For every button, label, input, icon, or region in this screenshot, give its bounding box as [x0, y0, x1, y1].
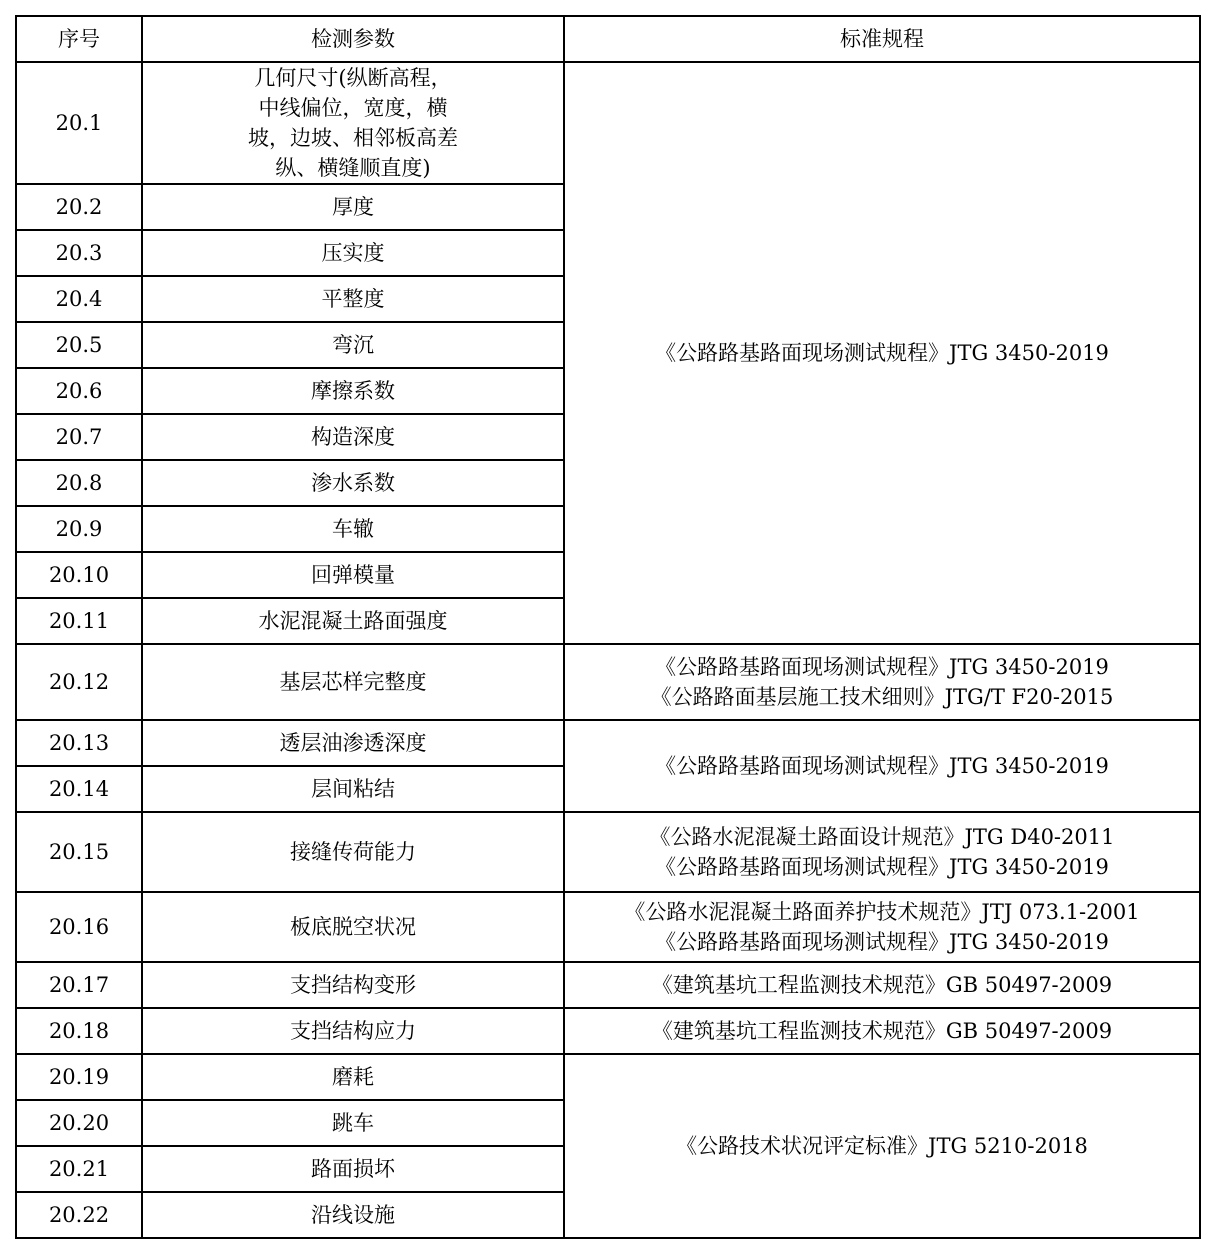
- test-parameter: 渗水系数: [142, 460, 564, 506]
- serial-no: 20.19: [16, 1054, 142, 1100]
- test-parameter: 磨耗: [142, 1054, 564, 1100]
- standard-line: 《公路路基路面现场测试规程》JTG 3450-2019: [655, 655, 1109, 679]
- table-row: [16, 62, 1200, 184]
- serial-no: 20.14: [16, 766, 142, 812]
- header-serial-no: 序号: [16, 16, 142, 62]
- test-parameter: 平整度: [142, 276, 564, 322]
- standard-line: 《公路路基路面现场测试规程》JTG 3450-2019: [655, 754, 1109, 778]
- standard-line: 《公路路基路面现场测试规程》JTG 3450-2019: [655, 341, 1109, 365]
- serial-no: 20.9: [16, 506, 142, 552]
- test-parameter: 基层芯样完整度: [142, 644, 564, 720]
- serial-no: 20.11: [16, 598, 142, 644]
- table-row: [16, 962, 1200, 1008]
- test-parameter: 板底脱空状况: [142, 892, 564, 962]
- table-row: [16, 812, 1200, 892]
- serial-no: 20.20: [16, 1100, 142, 1146]
- table-row: [16, 644, 1200, 720]
- test-parameter: 路面损坏: [142, 1146, 564, 1192]
- serial-no: 20.21: [16, 1146, 142, 1192]
- test-parameter: 层间粘结: [142, 766, 564, 812]
- standard-line: 《公路路面基层施工技术细则》JTG/T F20-2015: [650, 685, 1114, 709]
- standard-line: 《公路技术状况评定标准》JTG 5210-2018: [676, 1134, 1088, 1158]
- table-header-row: [16, 16, 1200, 62]
- header-test-parameter: 检测参数: [142, 16, 564, 62]
- test-parameter: 回弹模量: [142, 552, 564, 598]
- standard-cell: [564, 1008, 1200, 1054]
- serial-no: 20.7: [16, 414, 142, 460]
- test-parameter: 支挡结构应力: [142, 1008, 564, 1054]
- test-parameter: 接缝传荷能力: [142, 812, 564, 892]
- table-row: [16, 720, 1200, 766]
- standard-cell: [564, 62, 1200, 644]
- standards-table: [15, 15, 1201, 1239]
- serial-no: 20.4: [16, 276, 142, 322]
- standard-cell: [564, 1054, 1200, 1238]
- standard-line: 《建筑基坑工程监测技术规范》GB 50497-2009: [651, 1019, 1113, 1043]
- table-row: [16, 1008, 1200, 1054]
- serial-no: 20.1: [16, 62, 142, 184]
- test-parameter: 弯沉: [142, 322, 564, 368]
- standard-line: 《公路路基路面现场测试规程》JTG 3450-2019: [655, 930, 1109, 954]
- param-line: 纵、横缝顺直度): [275, 156, 431, 180]
- standard-line: 《公路水泥混凝土路面养护技术规范》JTJ 073.1-2001: [624, 900, 1140, 924]
- serial-no: 20.6: [16, 368, 142, 414]
- serial-no: 20.18: [16, 1008, 142, 1054]
- test-parameter: 支挡结构变形: [142, 962, 564, 1008]
- serial-no: 20.22: [16, 1192, 142, 1238]
- table-row: [16, 1054, 1200, 1100]
- serial-no: 20.17: [16, 962, 142, 1008]
- serial-no: 20.2: [16, 184, 142, 230]
- standard-line: 《公路路基路面现场测试规程》JTG 3450-2019: [655, 855, 1109, 879]
- serial-no: 20.12: [16, 644, 142, 720]
- test-parameter: 车辙: [142, 506, 564, 552]
- test-parameter: 沿线设施: [142, 1192, 564, 1238]
- standard-line: 《公路水泥混凝土路面设计规范》JTG D40-2011: [649, 825, 1115, 849]
- standard-line: 《建筑基坑工程监测技术规范》GB 50497-2009: [651, 973, 1113, 997]
- standard-cell: [564, 644, 1200, 720]
- test-parameter: 摩擦系数: [142, 368, 564, 414]
- param-line: 中线偏位，宽度，横: [258, 96, 448, 120]
- param-line: 几何尺寸(纵断高程，: [254, 66, 452, 90]
- test-parameter: [142, 62, 564, 184]
- test-parameter: 厚度: [142, 184, 564, 230]
- test-parameter: 水泥混凝土路面强度: [142, 598, 564, 644]
- standard-cell: [564, 962, 1200, 1008]
- header-standard: 标准规程: [564, 16, 1200, 62]
- serial-no: 20.13: [16, 720, 142, 766]
- serial-no: 20.3: [16, 230, 142, 276]
- standard-cell: [564, 812, 1200, 892]
- param-line: 坡，边坡、相邻板高差: [248, 126, 458, 150]
- serial-no: 20.15: [16, 812, 142, 892]
- test-parameter: 透层油渗透深度: [142, 720, 564, 766]
- serial-no: 20.16: [16, 892, 142, 962]
- test-parameter: 压实度: [142, 230, 564, 276]
- serial-no: 20.5: [16, 322, 142, 368]
- test-parameter: 构造深度: [142, 414, 564, 460]
- serial-no: 20.10: [16, 552, 142, 598]
- standard-cell: [564, 892, 1200, 962]
- standard-cell: [564, 720, 1200, 812]
- serial-no: 20.8: [16, 460, 142, 506]
- table-row: [16, 892, 1200, 962]
- test-parameter: 跳车: [142, 1100, 564, 1146]
